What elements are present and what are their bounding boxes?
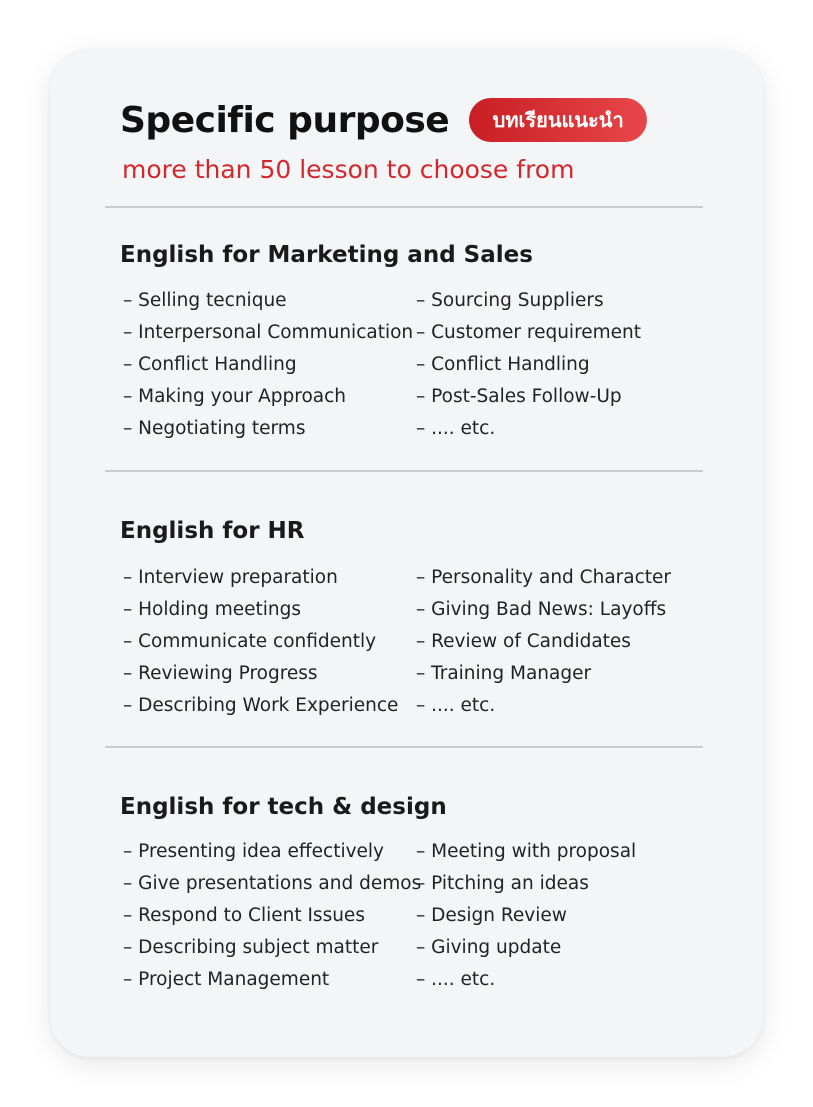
recommended-badge: บทเรียนแนะนำ <box>469 98 647 142</box>
list-item: – Reviewing Progress <box>123 663 318 684</box>
hr-list-left <box>123 562 398 722</box>
divider <box>105 746 703 748</box>
list-item: – Describing subject matter <box>123 937 379 958</box>
list-item: – Review of Candidates <box>416 631 631 652</box>
list-item: – Negotiating terms <box>123 418 306 439</box>
list-item: – Interpersonal Communication <box>123 322 414 343</box>
section-title-hr: English for HR <box>120 518 305 544</box>
section-title-tech-design: English for tech & design <box>120 794 447 820</box>
list-item: – Project Management <box>123 969 330 990</box>
list-item: – Meeting with proposal <box>416 841 637 862</box>
list-item: – Selling tecnique <box>123 290 287 311</box>
list-item: – Giving Bad News: Layoffs <box>416 599 667 620</box>
list-item: – Making your Approach <box>123 386 347 407</box>
list-item: – Respond to Client Issues <box>123 905 365 926</box>
divider <box>105 206 703 208</box>
list-item: – Personality and Character <box>416 567 672 588</box>
list-item: – Presenting idea effectively <box>123 841 385 862</box>
lesson-card <box>50 50 763 1057</box>
list-item: – Interview preparation <box>123 567 338 588</box>
tech-design-list-left <box>123 836 421 996</box>
list-item: – Giving update <box>416 937 562 958</box>
list-item: – Customer requirement <box>416 322 642 343</box>
marketing-sales-list-left <box>123 285 413 445</box>
list-item: – Holding meetings <box>123 599 302 620</box>
list-item: – .... etc. <box>416 695 496 716</box>
list-item: – Give presentations and demos <box>123 873 422 894</box>
list-item: – Sourcing Suppliers <box>416 290 604 311</box>
marketing-sales-list-right <box>416 285 641 445</box>
section-title-marketing-sales: English for Marketing and Sales <box>120 242 533 268</box>
list-item: – Describing Work Experience <box>123 695 399 716</box>
header <box>120 98 647 142</box>
list-item: – Post-Sales Follow-Up <box>416 386 622 407</box>
hr-list-right <box>416 562 671 722</box>
tech-design-list-right <box>416 836 636 996</box>
list-item: – Conflict Handling <box>416 354 590 375</box>
list-item: – Communicate confidently <box>123 631 377 652</box>
list-item: – Training Manager <box>416 663 592 684</box>
list-item: – .... etc. <box>416 969 496 990</box>
divider <box>105 470 703 472</box>
list-item: – Conflict Handling <box>123 354 297 375</box>
list-item: – Design Review <box>416 905 567 926</box>
subtitle: more than 50 lesson to choose from <box>122 155 575 184</box>
list-item: – .... etc. <box>416 418 496 439</box>
list-item: – Pitching an ideas <box>416 873 589 894</box>
page-title: Specific purpose <box>120 99 450 141</box>
